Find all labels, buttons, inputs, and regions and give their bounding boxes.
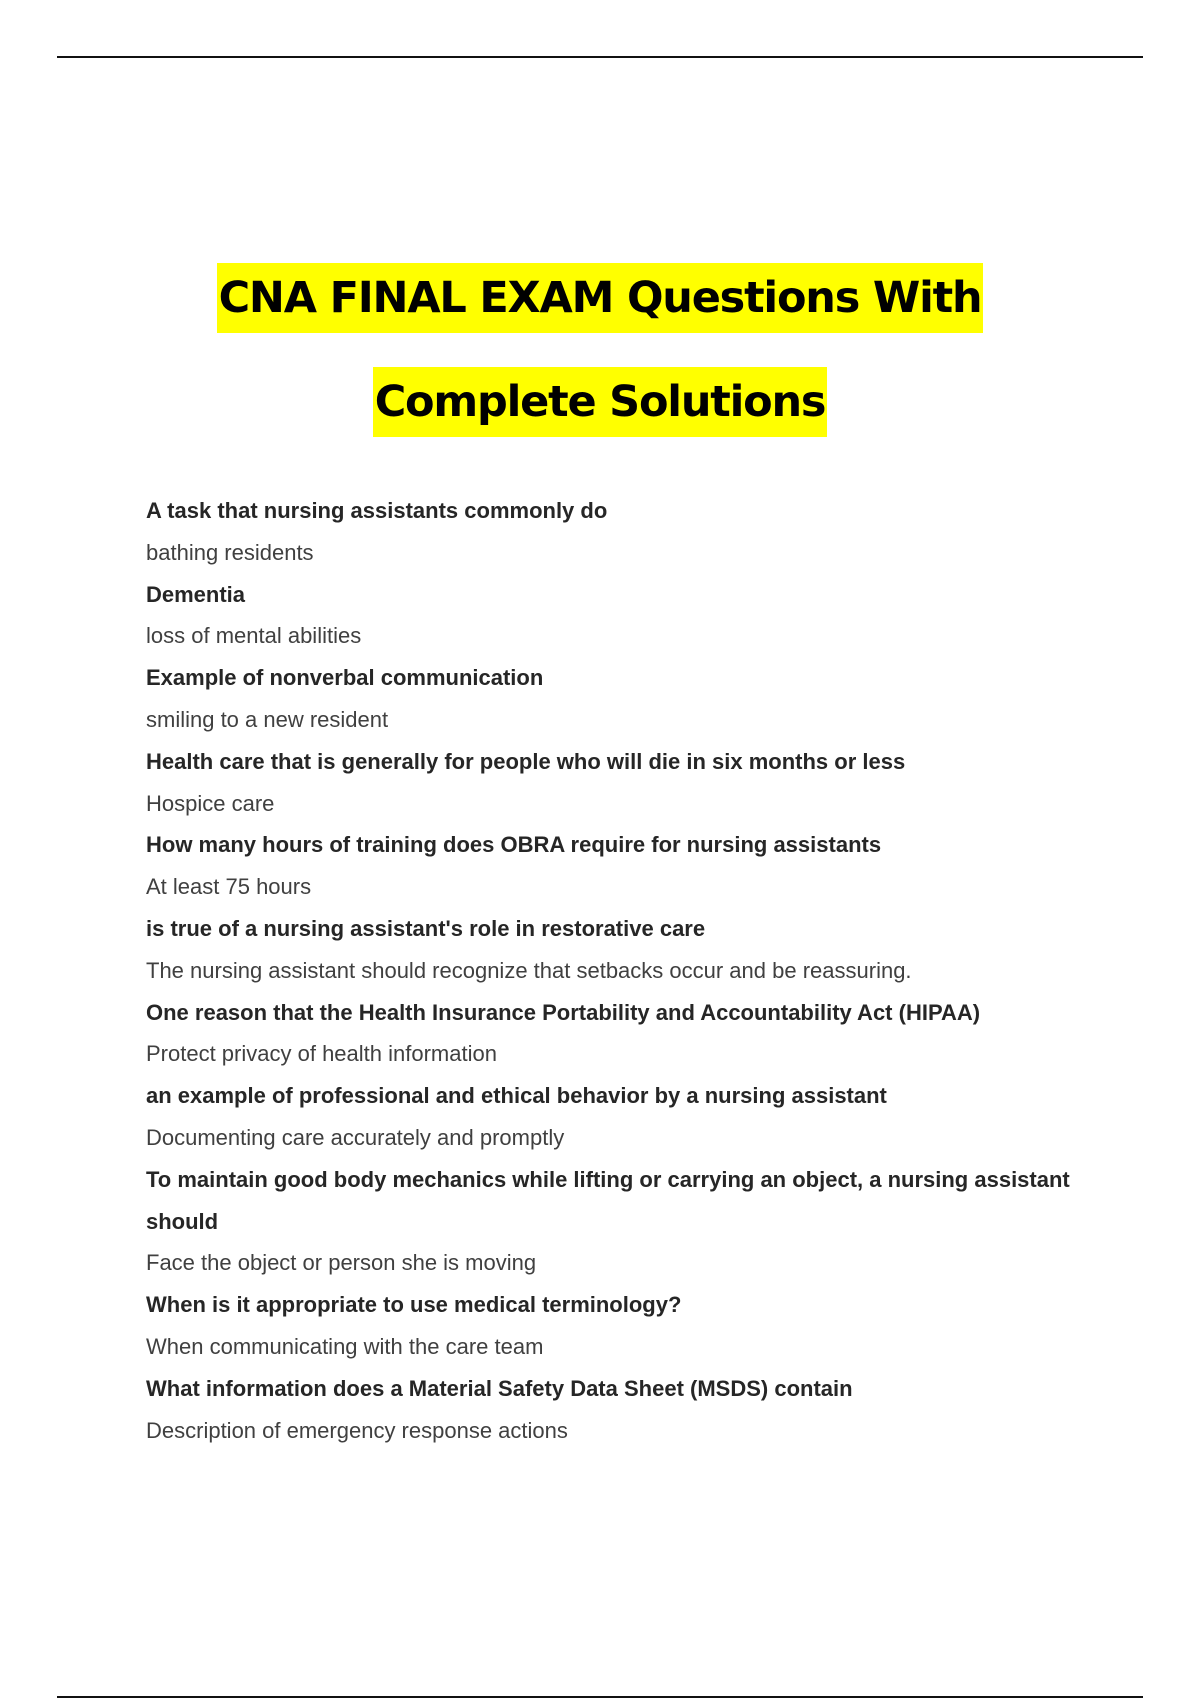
footer-rule — [57, 1696, 1143, 1698]
answer-text: When communicating with the care team — [146, 1333, 544, 1359]
question-text: Health care that is generally for people who will die in six months or less — [146, 748, 906, 774]
qa-item — [146, 908, 1096, 992]
qa-item — [146, 992, 1096, 1076]
answer-text: loss of mental abilities — [146, 623, 362, 649]
qa-item — [146, 490, 1096, 574]
question-text: What information does a Material Safety Data Sheet (MSDS) contain — [146, 1375, 853, 1401]
question-text: A task that nursing assistants commonly do — [146, 498, 608, 523]
question-text: To maintain good body mechanics while lifting or carrying an object, a nursing assistant should — [146, 1166, 1070, 1234]
question-text: an example of professional and ethical behavior by a nursing assistant — [146, 1083, 887, 1109]
qa-item — [146, 1075, 1096, 1159]
answer-text: smiling to a new resident — [146, 706, 389, 732]
qa-item — [146, 1159, 1096, 1284]
question-text: When is it appropriate to use medical terminology? — [146, 1292, 682, 1318]
question-text: How many hours of training does OBRA require for nursing assistants — [146, 832, 882, 858]
answer-text: Description of emergency response actions — [146, 1417, 568, 1443]
question-text: Dementia — [146, 581, 246, 607]
question-text: One reason that the Health Insurance Portability and Accountability Act (HIPAA) — [146, 999, 981, 1025]
qa-item — [146, 824, 1096, 908]
answer-text: The nursing assistant should recognize that setbacks occur and be reassuring. — [146, 957, 912, 983]
question-text: Example of nonverbal communication — [146, 665, 544, 691]
answer-text: At least 75 hours — [146, 874, 312, 900]
qa-item — [146, 741, 1096, 825]
question-text: is true of a nursing assistant's role in restorative care — [146, 915, 706, 941]
qa-item — [146, 1284, 1096, 1368]
header-rule — [57, 56, 1143, 58]
answer-text: bathing residents — [146, 539, 314, 565]
qa-item — [146, 657, 1096, 741]
qa-item — [146, 574, 1096, 658]
answer-text: Protect privacy of health information — [146, 1041, 497, 1067]
answer-text: Face the object or person she is moving — [146, 1250, 537, 1276]
qa-item — [146, 1368, 1096, 1452]
qa-list — [146, 490, 1096, 1451]
answer-text: Documenting care accurately and promptly — [146, 1124, 565, 1150]
title-line-1: CNA FINAL EXAM Questions With — [217, 263, 984, 333]
document-title — [0, 246, 1200, 454]
title-line-2: Complete Solutions — [373, 367, 828, 437]
answer-text: Hospice care — [146, 790, 275, 816]
